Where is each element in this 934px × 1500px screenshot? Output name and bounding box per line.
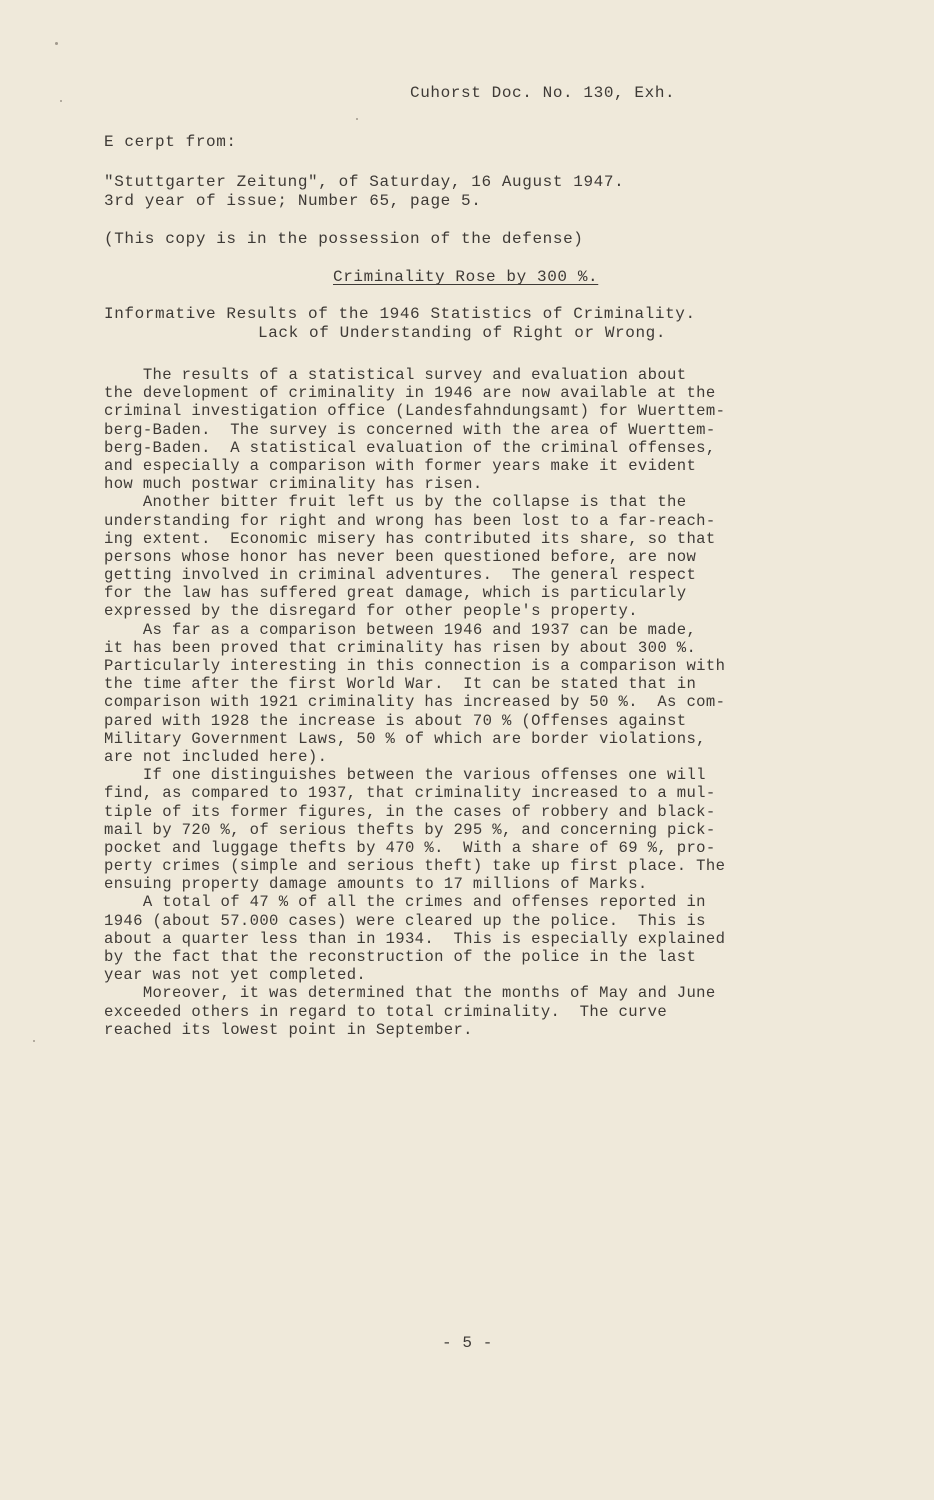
body-line: berg-Baden. The survey is concerned with the area of Wuerttem- (104, 420, 716, 439)
body-line: pocket and luggage thefts by 470 %. With a share of 69 %, pro- (104, 838, 716, 857)
body-line: year was not yet completed. (104, 966, 367, 985)
body-line: As far as a comparison between 1946 and 1937 can be made, (104, 620, 697, 639)
body-line: reached its lowest point in September. (104, 1020, 473, 1039)
body-line: understanding for right and wrong has been lost to a far-reach- (104, 511, 716, 530)
body-line: for the law has suffered great damage, which is particularly (104, 584, 687, 603)
body-line: persons whose honor has never been questioned before, are now (104, 547, 697, 566)
document-reference: Cuhorst Doc. No. 130, Exh. (410, 84, 676, 102)
body-line: perty crimes (simple and serious theft) take up first place. The (104, 857, 726, 876)
article-subtitle-line: Informative Results of the 1946 Statistics of Criminality. (104, 305, 696, 323)
article-subtitle-line: Lack of Understanding of Right or Wrong. (258, 324, 667, 342)
paper-speck (356, 118, 358, 120)
body-line: exceeded others in regard to total criminality. The curve (104, 1002, 668, 1021)
paper-speck (33, 1040, 35, 1042)
body-line: pared with 1928 the increase is about 70 % (Offenses against (104, 711, 687, 730)
body-line: and especially a comparison with former years make it evident (104, 456, 697, 475)
body-line: expressed by the disregard for other people's property. (104, 602, 638, 621)
article-title: Criminality Rose by 300 %. (333, 268, 599, 286)
body-line: Moreover, it was determined that the months of May and June (104, 984, 716, 1003)
body-line: are not included here). (104, 747, 328, 766)
body-line: by the fact that the reconstruction of the police in the last (104, 948, 697, 966)
copy-note: (This copy is in the possession of the defense) (104, 230, 584, 248)
page-number: - 5 - (442, 1334, 494, 1352)
body-line: mail by 720 %, of serious thefts by 295 %, and concerning pick- (104, 820, 716, 839)
body-line: the development of criminality in 1946 are now available at the (104, 384, 716, 403)
body-line: Military Government Laws, 50 % of which are border violations, (104, 729, 706, 748)
body-line: If one distinguishes between the various offenses one will (104, 766, 706, 785)
body-line: criminal investigation office (Landesfahndungsamt) for Wuerttem- (104, 402, 726, 421)
body-line: comparison with 1921 criminality has increased by 50 %. As com- (104, 693, 726, 712)
paper-speck (60, 100, 62, 102)
excerpt-label: E cerpt from: (104, 133, 237, 151)
source-citation-line: 3rd year of issue; Number 65, page 5. (104, 192, 482, 210)
body-line: Particularly interesting in this connection is a comparison with (104, 657, 726, 675)
body-line: ensuing property damage amounts to 17 millions of Marks. (104, 875, 648, 894)
body-line: getting involved in criminal adventures. The general respect (104, 566, 697, 585)
paper-speck (55, 42, 58, 45)
body-line: Another bitter fruit left us by the collapse is that the (104, 493, 687, 512)
body-line: The results of a statistical survey and evaluation about (104, 366, 687, 384)
body-line: the time after the first World War. It can be stated that in (104, 675, 697, 694)
body-line: ing extent. Economic misery has contributed its share, so that (104, 529, 716, 548)
body-line: 1946 (about 57.000 cases) were cleared up the police. This is (104, 911, 706, 930)
body-line: A total of 47 % of all the crimes and offenses reported in (104, 893, 706, 912)
article-body (104, 366, 844, 1039)
body-line: about a quarter less than in 1934. This is especially explained (104, 929, 726, 948)
body-line: it has been proved that criminality has risen by about 300 %. (104, 638, 697, 657)
body-line: tiple of its former figures, in the cases of robbery and black- (104, 802, 716, 821)
body-line: how much postwar criminality has risen. (104, 475, 483, 494)
body-line: find, as compared to 1937, that criminality increased to a mul- (104, 784, 716, 803)
source-citation-line: "Stuttgarter Zeitung", of Saturday, 16 August 1947. (104, 173, 625, 191)
body-line: berg-Baden. A statistical evaluation of the criminal offenses, (104, 438, 716, 457)
